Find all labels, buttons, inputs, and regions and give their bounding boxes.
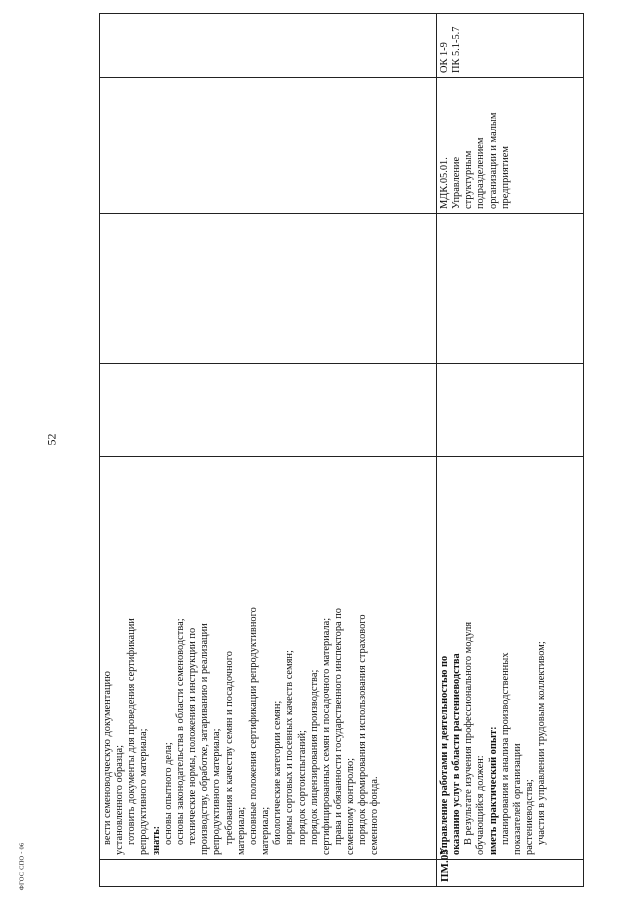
text-line: производству, обработке, затариванию и реализации <box>199 623 211 855</box>
text-line: вести семеноводческую документацию <box>102 671 113 845</box>
text-line: структурным <box>463 150 475 209</box>
text-line: сертифицированных семян и посадочного материала; <box>320 617 332 855</box>
text-line: материала; <box>235 806 247 855</box>
text-line: репродуктивного материала; <box>211 728 223 855</box>
text-line: В результате изучения профессионального модуля <box>463 621 475 845</box>
page-number: 52 <box>44 433 59 446</box>
text-line: организации и малым <box>487 112 499 209</box>
text-line: порядок лицензирования производства; <box>308 669 320 845</box>
text-line: требования к качеству семян и посадочного <box>223 651 235 845</box>
text-line: технические нормы, положения и инструкции по <box>187 627 199 845</box>
competencies-cell <box>437 14 584 78</box>
module-code-cell: ПМ.05 <box>437 860 584 887</box>
text-line: права и обязанности государственного инспектора по <box>332 608 344 845</box>
empty-cell <box>100 214 437 364</box>
text-line: участия в управлении трудовым коллективом; <box>536 641 548 845</box>
table-row <box>100 14 437 887</box>
text-line: планирования и анализа производственных <box>499 652 511 845</box>
empty-cell <box>100 14 437 78</box>
text-line: показателей организации <box>511 743 523 855</box>
text-line: нормы сортовых и посевных качеств семян; <box>284 650 296 845</box>
text-line: знать: <box>150 825 162 855</box>
mdk-cell <box>437 78 584 214</box>
text-line: обучающийся должен: <box>475 755 487 855</box>
text-line: предприятием <box>499 146 511 209</box>
empty-cell <box>437 214 584 364</box>
empty-cell <box>437 364 584 457</box>
rotated-table-wrapper <box>99 14 583 887</box>
module-content-cell <box>437 457 584 860</box>
module-content-cell <box>100 457 437 860</box>
text-line: иметь практический опыт: <box>487 726 499 855</box>
text-line: основы законодательства в области семеноводства; <box>174 618 186 845</box>
text-line: растениеводства; <box>524 779 536 855</box>
text-line: основы опытного дела; <box>162 742 174 845</box>
module-code-cell <box>100 860 437 887</box>
text-line: семенному контролю; <box>345 757 357 855</box>
table-row <box>437 14 584 887</box>
text-line: основные положения сертификации репродуктивного <box>247 607 259 845</box>
text-line: Управление работами и деятельностью по <box>439 655 450 855</box>
text-line: ОК 1-9 <box>439 42 450 73</box>
footer-text: ФГОС СПО - 06 <box>18 842 26 891</box>
text-line: МДК.05.01. <box>439 157 450 209</box>
text-line: установленного образца; <box>114 745 126 855</box>
empty-cell <box>100 364 437 457</box>
text-line: ПК 5.1-5.7 <box>451 26 463 73</box>
text-line: подразделением <box>475 137 487 209</box>
text-line: оказанию услуг в области растениеводства <box>451 653 463 855</box>
text-line: порядок формирования и использования страхового <box>357 614 369 845</box>
text-line: материала; <box>260 806 272 855</box>
text-line: биологические категории семян; <box>272 700 284 845</box>
text-line: семенного фонда. <box>369 776 381 855</box>
text-line: порядок сортоиспытаний; <box>296 730 308 845</box>
text-line: репродуктивного материала; <box>138 728 150 855</box>
text-line: Управление <box>451 156 463 209</box>
curriculum-table <box>99 13 584 887</box>
text-line: готовить документы для проведения сертификации <box>126 618 138 845</box>
empty-cell <box>100 78 437 214</box>
